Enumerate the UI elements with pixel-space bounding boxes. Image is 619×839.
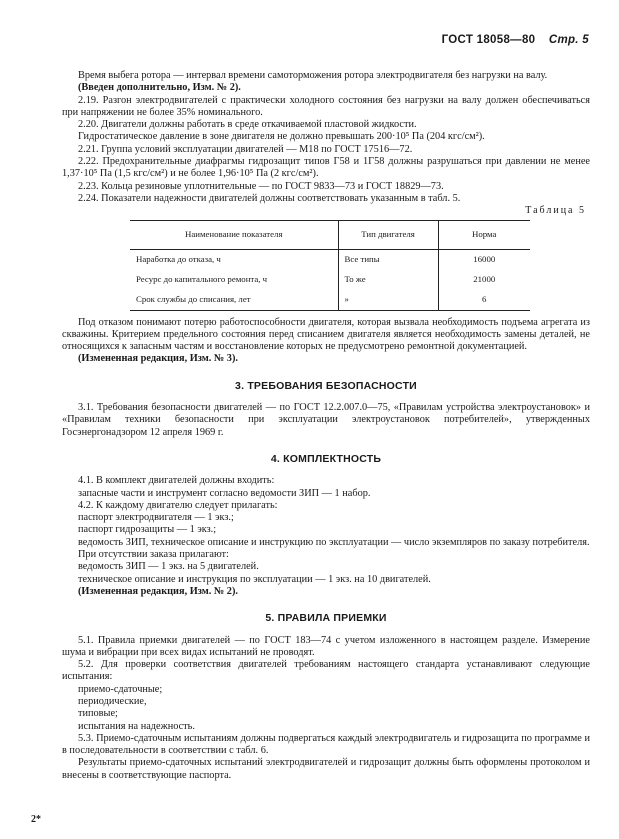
clause-3-1: 3.1. Требования безопасности двигателей — по ГОСТ 12.2.007.0—75, «Правилам устройства электроустановок» и «Правилам техники безопасности при эксплуатации электроустановок потребителей», утвержденных Госэнергонадзором 12 апреля 1969 г. [62,402,590,438]
section-title-acceptance: 5. ПРАВИЛА ПРИЕМКИ [265,612,387,625]
table-cell: То же [338,270,438,290]
clause-2-19: 2.19. Разгон электродвигателей с практически холодного состояния без нагрузки на валу должен обеспечиваться при напряжении не более 35% номинального. [62,94,590,118]
clause-4-2: 4.2. К каждому двигателю следует прилагать: [78,499,278,511]
paragraph-failure-definition: Под отказом понимают потерю работоспособности двигателя, которая вызвала необходимость подъема агрегата из скважины. Критерием предельного состояния перед списанием двигателя является необходимость замены деталей, не относящихся к запасным частям и восстановление которых не предусмотрено ремонтной документацией. [62,316,590,353]
section-title-safety: 3. ТРЕБОВАНИЯ БЕЗОПАСНОСТИ [235,379,417,392]
clause-4-1: 4.1. В комплект двигателей должны входить: [78,475,275,487]
list-line: ведомость ЗИП — 1 экз. на 5 двигателей. [78,561,259,573]
clause-2-22: 2.22. Предохранительные диафрагмы гидрозащит типов Г58 и 1Г58 должны разрушаться при давлении не менее 1,37·10⁵ Па (1,5 кгс/см²) и не более 1,96·10⁵ Па (2 кгс/см²). [62,156,590,180]
table-row [130,249,530,270]
page-number: Стр. 5 [548,34,589,46]
clause-2-23: 2.23. Кольца резиновые уплотнительные — по ГОСТ 9833—73 и ГОСТ 18829—73. [78,180,444,192]
table-cell: Все типы [338,249,438,270]
paragraph-pressure: Гидростатическое давление в зоне двигателя не должно превышать 200·10⁵ Па (204 кгс/см²). [78,131,485,143]
clause-2-24: 2.24. Показатели надежности двигателей должны соответствовать указанным в табл. 5. [78,192,461,204]
table-row [130,290,530,311]
section-title-completeness: 4. КОМПЛЕКТНОСТЬ [270,452,382,465]
table-cell: 6 [438,290,530,311]
test-type-item: приемо-сдаточные; [78,683,163,695]
table-caption: Таблица 5 [525,205,586,217]
paragraph-runout: Время выбега ротора — интервал времени самоторможения ротора электродвигателя без нагрузки на валу. [78,70,548,81]
clause-5-2: 5.2. Для проверки соответствия двигателей требованиям настоящего стандарта устанавливают следующие испытания: [62,659,590,683]
table-cell: 21000 [438,270,530,290]
amendment-note: (Измененная редакция, Изм. № 2). [78,585,238,597]
list-line: ведомость ЗИП, техническое описание и инструкцию по эксплуатации — число экземпляров по заказу потребителя. [78,536,590,548]
clause-2-20: 2.20. Двигатели должны работать в среде откачиваемой пластовой жидкости. [78,119,417,131]
standard-number: ГОСТ 18058—80 [441,34,536,46]
test-type-item: периодические, [78,695,147,707]
table-cell: » [338,290,438,311]
signature-mark: 2* [31,814,41,825]
list-line: запасные части и инструмент согласно ведомости ЗИП — 1 набор. [78,487,371,499]
table-header-cell: Наименование показателя [130,220,338,249]
table-header-row [130,220,530,249]
amendment-note: (Введен дополнительно, Изм. № 2). [78,82,241,94]
table-cell: Срок службы до списания, лет [130,290,338,311]
test-type-item: испытания на надежность. [78,720,195,732]
table-header-cell: Тип двигателя [338,220,438,249]
list-line: паспорт электродвигателя — 1 экз.; [78,512,234,524]
clause-5-1: 5.1. Правила приемки двигателей — по ГОСТ 183—74 с учетом изложенного в настоящем разделе. Измерение шума и вибрации при всех видах испытаний не проводят. [62,634,590,658]
list-line: паспорт гидрозащиты — 1 экз.; [78,524,217,536]
clause-2-21: 2.21. Группа условий эксплуатации двигателей — М18 по ГОСТ 17516—72. [78,143,413,155]
page-header [442,34,589,46]
document-body [62,70,590,782]
test-type-item: типовые; [78,708,118,720]
table-row [130,270,530,290]
table-cell: 16000 [438,249,530,270]
table-cell: Ресурс до капитального ремонта, ч [136,274,268,285]
clause-5-3: 5.3. Приемо-сдаточным испытаниям должны подвергаться каждый электродвигатель и гидрозащита по программе и в последовательности в соответствии с табл. 6. [62,732,590,757]
list-line: При отсутствии заказа прилагают: [78,549,229,561]
paragraph-results: Результаты приемо-сдаточных испытаний электродвигателей и гидрозащит должны быть оформлены протоколом и внесены в соответствующие паспорта. [62,757,590,781]
amendment-note: (Измененная редакция, Изм. № 3). [78,353,238,365]
table-cell: Наработка до отказа, ч [136,254,221,265]
table-header-cell: Норма [438,220,530,249]
list-line: техническое описание и инструкция по эксплуатации — 1 экз. на 10 двигателей. [78,573,431,585]
reliability-table [130,220,530,311]
